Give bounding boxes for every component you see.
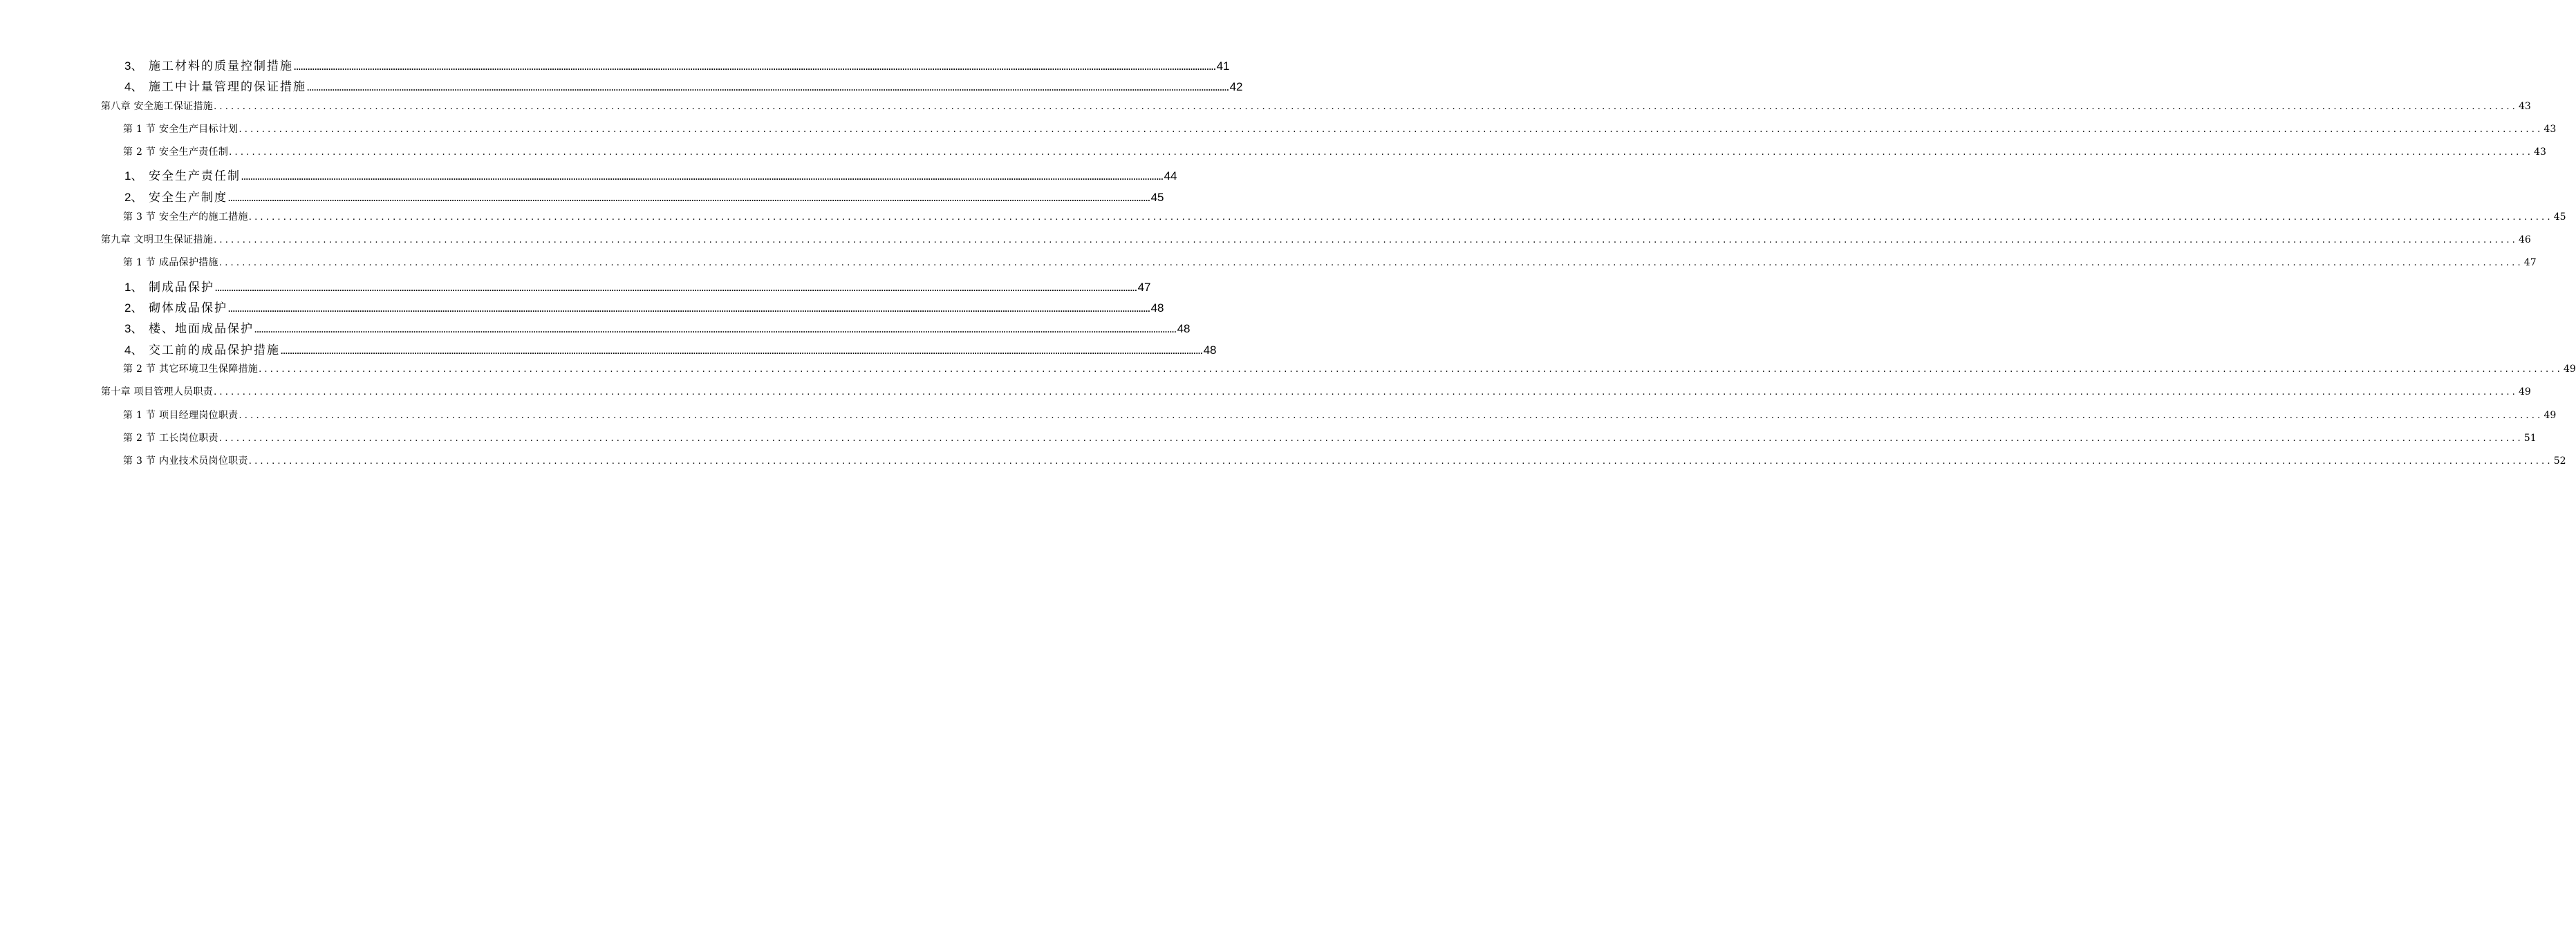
toc-entry-page-number: 45 [1150,191,1164,204]
toc-entry-number: 1、 [124,169,143,182]
toc-entry-text: 第 2 节 其它环境卫生保障措施 [123,364,259,375]
dot-leader: ................................................................................................................................................................................................................................................................................................................................................................................................................ [214,102,2518,112]
toc-entry-page-number: 52 [2553,456,2566,467]
dot-leader: ................................................................................................................................................................................................................................................................................................................................................................................................................ [259,364,2563,375]
toc-entry-title [123,408,238,422]
toc-entry[interactable] [123,453,2566,467]
toc-entry[interactable] [123,255,2537,269]
toc-entry-text: 第 3 节 安全生产的施工措施 [123,212,248,223]
toc-entry-page-number: 43 [2544,124,2557,135]
toc-entry[interactable] [101,384,2531,398]
dot-leader: ................................................................................................................................................................................................................................................................................................................................................................................................................ [229,147,2534,158]
toc-entry[interactable] [124,166,1177,183]
toc-entry[interactable] [123,144,2546,158]
toc-entry-text: 施工材料的质量控制措施 [149,59,293,73]
dot-leader: ................................................................................................................................................................................................................................................................................................................................................................................................................ [214,235,2518,245]
toc-entry[interactable] [123,408,2557,422]
dot-leader: ................................................................................................................................................................................................................................................................................................................................................................................................................ [241,172,1164,182]
toc-entry-page-number: 47 [1137,281,1151,294]
toc-entry-title [124,319,254,336]
toc-entry[interactable] [123,122,2557,135]
toc-entry-page-number: 41 [1216,59,1230,73]
toc-entry[interactable] [124,56,1230,73]
toc-entry-page-number: 48 [1177,322,1191,335]
toc-entry-title [124,298,227,315]
toc-entry-title [124,56,293,73]
toc-entry-number: 1、 [124,281,143,294]
dot-leader: ................................................................................................................................................................................................................................................................................................................................................................................................................ [239,124,2544,135]
toc-entry-page-number: 47 [2523,257,2537,268]
dot-leader: ................................................................................................................................................................................................................................................................................................................................................................................................................ [254,325,1177,335]
toc-entry[interactable] [101,232,2531,246]
toc-entry[interactable] [124,340,1217,357]
toc-entry-text: 第 2 节 工长岗位职责 [123,433,218,444]
toc-entry-page-number: 43 [2534,147,2546,158]
dot-leader: ................................................................................................................................................................................................................................................................................................................................................................................................................ [281,346,1203,356]
toc-entry-number: 2、 [124,301,143,315]
toc-entry-text: 第 3 节 内业技术员岗位职责 [123,456,248,467]
dot-leader: ................................................................................................................................................................................................................................................................................................................................................................................................................ [218,433,2523,444]
toc-entry-number: 2、 [124,191,143,204]
toc-entry-title [124,277,214,294]
toc-entry-text: 砌体成品保护 [149,301,227,315]
toc-entry-page-number: 43 [2519,101,2531,112]
toc-entry-number: 4、 [124,80,143,93]
toc-entry[interactable] [124,77,1243,94]
toc-entry-title [123,362,258,375]
toc-entry-page-number: 49 [2544,410,2557,421]
toc-entry-text: 施工中计量管理的保证措施 [149,80,306,93]
toc-entry-page-number: 48 [1150,301,1164,315]
dot-leader: ................................................................................................................................................................................................................................................................................................................................................................................................................ [294,62,1216,72]
toc-entry[interactable] [124,187,1164,205]
toc-entry-text: 第 1 节 安全生产目标计划 [123,124,239,135]
toc-entry-text: 第十章 项目管理人员职责 [101,386,214,397]
toc-entry-text: 第八章 安全施工保证措施 [101,101,214,112]
toc-entry-title [124,77,306,94]
dot-leader: ................................................................................................................................................................................................................................................................................................................................................................................................................ [228,304,1150,314]
toc-entry-page-number: 49 [2564,364,2576,375]
toc-entry-number: 4、 [124,344,143,357]
toc-entry-page-number: 45 [2553,212,2566,223]
toc-entry-title [101,384,213,398]
toc-entry[interactable] [124,319,1191,336]
toc-entry-text: 制成品保护 [149,281,214,294]
toc-entry-number: 3、 [124,322,143,335]
toc-entry[interactable] [123,431,2537,444]
toc-entry-text: 第 2 节 安全生产责任制 [123,147,229,158]
dot-leader: ................................................................................................................................................................................................................................................................................................................................................................................................................ [218,258,2523,268]
toc-entry-text: 第九章 文明卫生保证措施 [101,234,214,245]
dot-leader: ................................................................................................................................................................................................................................................................................................................................................................................................................ [307,83,1229,93]
toc-entry[interactable] [101,99,2531,113]
toc-entry[interactable] [123,362,2576,375]
toc-entry-text: 安全生产制度 [149,191,227,204]
dot-leader: ................................................................................................................................................................................................................................................................................................................................................................................................................ [248,456,2553,467]
toc-entry-text: 安全生产责任制 [149,169,241,182]
toc-entry-title [101,232,213,246]
toc-entry[interactable] [124,298,1164,315]
toc-entry-title [123,431,218,444]
dot-leader: ................................................................................................................................................................................................................................................................................................................................................................................................................ [228,194,1150,203]
toc-entry-title [123,255,218,269]
toc-entry-title [123,122,238,135]
toc-entry[interactable] [123,209,2566,223]
toc-entry-title [124,187,227,205]
dot-leader: ................................................................................................................................................................................................................................................................................................................................................................................................................ [239,411,2544,421]
toc-entry-title [124,340,280,357]
dot-leader: ................................................................................................................................................................................................................................................................................................................................................................................................................ [214,387,2518,397]
dot-leader: ................................................................................................................................................................................................................................................................................................................................................................................................................ [215,283,1137,293]
toc-entry-page-number: 48 [1203,344,1217,357]
toc-entry-number: 3、 [124,59,143,73]
toc-entry-title [123,453,248,467]
toc-entry-page-number: 49 [2519,386,2531,397]
dot-leader: ................................................................................................................................................................................................................................................................................................................................................................................................................ [248,212,2553,223]
toc-entry[interactable] [124,277,1151,294]
toc-entry-text: 交工前的成品保护措施 [149,344,280,357]
toc-entry-page-number: 51 [2523,433,2537,444]
toc-entry-page-number: 42 [1229,80,1243,93]
toc-entry-page-number: 44 [1164,169,1177,182]
toc-entry-title [123,144,228,158]
toc-entry-page-number: 46 [2519,234,2531,245]
toc-entry-title [123,209,248,223]
toc-entry-text: 楼、地面成品保护 [149,322,254,335]
toc-entry-text: 第 1 节 成品保护措施 [123,257,218,268]
toc-entry-text: 第 1 节 项目经理岗位职责 [123,410,239,421]
toc-entry-title [101,99,213,113]
toc-entry-title [124,166,241,183]
